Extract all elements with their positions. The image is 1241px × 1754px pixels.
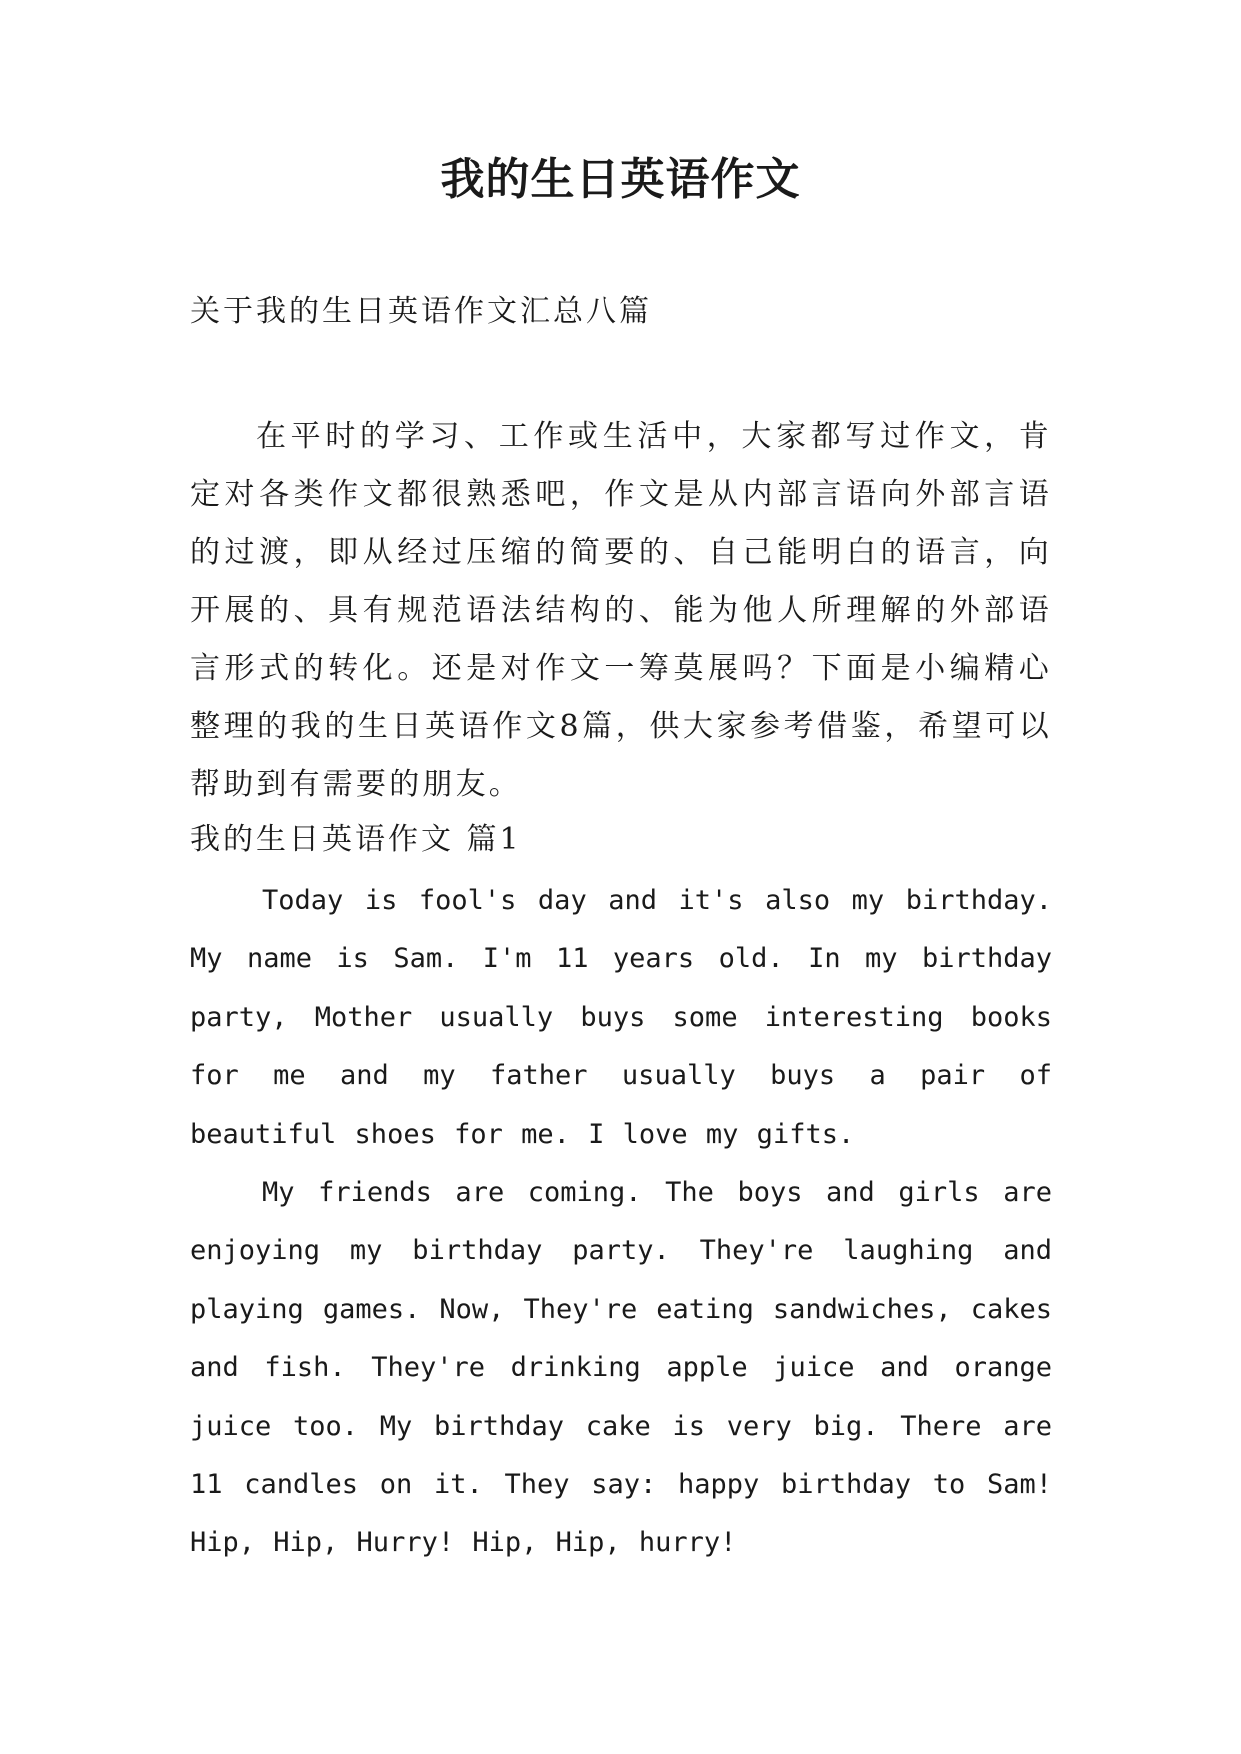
essay-paragraph-2: My friends are coming. The boys and girls are enjoying my birthday party. They're laughing and playing games. Now, They're eating sandwiches, cakes and fish. They're drinking apple juice and orange juice too. My birthday cake is very big. There are 11 candles on it. They say: happy birthday to Sam! Hip, Hip, Hurry! Hip, Hip, hurry!	[190, 1177, 1052, 1559]
section-heading: 我的生日英语作文 篇1	[190, 822, 522, 857]
essay-paragraph-1: Today is fool's day and it's also my birthday. My name is Sam. I'm 11 years old. In my birthday party, Mother usually buys some interesting books for me and my father usually buys a pair of beautiful shoes for me. I love my gifts.	[190, 885, 1052, 1150]
document-subtitle: 关于我的生日英语作文汇总八篇	[190, 294, 652, 329]
document-title: 我的生日英语作文	[440, 154, 801, 205]
intro-paragraph: 在平时的学习、工作或生活中，大家都写过作文，肯定对各类作文都很熟悉吧，作文是从内部言语向外部言语的过渡，即从经过压缩的简要的、自己能明白的语言，向开展的、具有规范语法结构的、能为他人所理解的外部语言形式的转化。还是对作文一筹莫展吗？下面是小编精心整理的我的生日英语作文8篇，供大家参考借鉴，希望可以帮助到有需要的朋友。	[190, 419, 1052, 802]
